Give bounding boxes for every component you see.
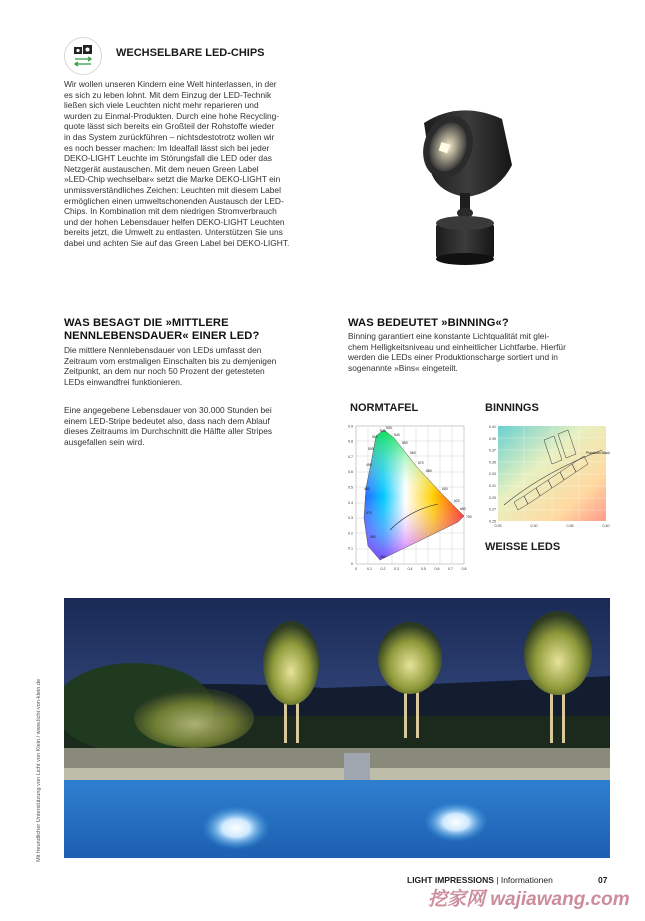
watermark: 挖家网 wajiawang.com	[428, 889, 630, 910]
cie-x-tick: 0.1	[367, 567, 372, 571]
cie-y-tick: 0	[351, 562, 353, 566]
cie-wavelength-label: 500	[368, 447, 374, 451]
normtafel-title: NORMTAFEL	[350, 402, 419, 414]
lifetime-paragraph-2: Eine angegebene Lebensdauer von 30.000 Stunden bei einem LED-Stripe bedeutet also, dass nach dem Ablauf dieses Zeitraums im Durchschnitt die Hälfte aller Stripes ausgefallen sein wird.	[64, 405, 273, 447]
cie-y-tick: 0.9	[348, 424, 353, 429]
binnings-y-tick: 0.27	[489, 507, 496, 512]
binnings-y-tick: 0.25	[489, 519, 496, 524]
binnings-title: BINNINGS	[485, 402, 539, 414]
cie-wavelength-label: 480	[364, 487, 370, 491]
cie-y-tick: 0.5	[348, 485, 353, 490]
cie-y-tick: 0.7	[348, 454, 353, 459]
cie-wavelength-label: 580	[426, 469, 432, 473]
cie-wavelength-label: 620	[454, 499, 460, 503]
cie-x-tick: 0.6	[434, 567, 440, 571]
binnings-y-tick: 0.29	[489, 495, 496, 500]
binnings-y-tick: 0.35	[489, 460, 496, 465]
binning-paragraph: Binning garantiert eine konstante Lichtqualität mit glei- chem Helligkeitsniveau und einheitlicher Lichtfarbe. Hierfür werden die LEDs einer Produktionscharge sortiert und in sogenannte »Bins« eingeteilt.	[348, 331, 566, 373]
cie-y-ticks	[348, 424, 353, 566]
cie-wavelength-label: 570	[418, 461, 424, 465]
cie-y-tick: 0.4	[348, 500, 353, 505]
cie-diagram	[346, 418, 476, 573]
cie-wavelength-label: 530	[386, 426, 392, 430]
page-number: 07	[598, 875, 608, 885]
spotlight-product-image	[410, 95, 520, 270]
binnings-y-tick: 0.39	[489, 436, 496, 441]
cie-x-tick: 0.8	[461, 567, 467, 571]
weisse-leds-title: WEISSE LEDS	[485, 541, 561, 553]
binnings-x-ticks	[495, 524, 610, 528]
cie-y-tick: 0.2	[348, 531, 353, 536]
binnings-x-tick: 0.25	[494, 524, 502, 528]
intro-paragraph: Wir wollen unseren Kindern eine Welt hinterlassen, in der es sich zu leben lohnt. Mit dem Einzug der LED-Technik ließen sich viele Leuchten nicht mehr reparieren und wurden zu Einmal-Produkten. Durch eine hohe Recycling- quote lässt sich bereits ein Großteil der Rohstoffe wieder in das System zurückführen – nichtsdestotrotz wollen wir es noch besser machen: Im Idealfall lässt sich bei jeder DEKO-LIGHT Leuchte im Störungsfall die LED oder das Netzgerät austauschen. Mit dem neuen Green Label »LED-Chip wechselbar« setzt die Marke DEKO-LIGHT ein unmissverständliches Zeichen: Leuchten mit diesem Label ermöglichen einen umweltschonenden Austausch der LED- Chips. In Kombination mit dem niedrigen Stromverbrauch und der hohen Lebensdauer helfen DEKO-LIGHT Leuchten bereits jetzt, die Umwelt zu entlasten. Unterstützen Sie uns dabei und achten Sie auf das Green Label bei DEKO-LIGHT.	[64, 79, 290, 248]
photo-credit: Mit freundlicher Unterstützung von Licht von Klein / www.licht-von-klein.de	[36, 678, 42, 862]
cie-wavelength-label: 600	[442, 487, 448, 491]
cie-wavelength-label: 490	[366, 463, 372, 467]
cie-y-tick: 0.3	[348, 516, 353, 521]
binnings-y-tick: 0.41	[489, 425, 496, 429]
binning-heading: WAS BEDEUTET »BINNING«?	[348, 317, 509, 329]
cie-x-tick: 0	[355, 567, 357, 571]
cie-wavelength-label: 520	[380, 429, 386, 433]
binnings-y-tick: 0.33	[489, 472, 496, 477]
cie-y-tick: 0.1	[348, 546, 353, 551]
footer-section: Informationen	[500, 875, 553, 885]
cie-x-tick: 0.4	[407, 567, 413, 571]
cie-wavelength-label: 700	[466, 515, 472, 519]
cie-x-tick: 0.2	[380, 567, 386, 571]
lifetime-heading: WAS BESAGT DIE »MITTLERE NENNLEBENSDAUER« EINER LED?	[64, 317, 260, 342]
binnings-y-tick: 0.31	[489, 484, 496, 488]
cie-wavelength-label: 510	[372, 435, 378, 439]
cie-wavelength-label: 380	[380, 555, 386, 559]
binnings-x-tick: 0.40	[602, 524, 610, 528]
cie-x-tick: 0.7	[448, 567, 453, 571]
footer-separator: |	[493, 875, 501, 885]
led-chip-swap-icon	[64, 37, 102, 75]
cie-x-ticks	[355, 567, 467, 571]
cie-x-tick: 0.3	[394, 567, 399, 571]
planckian-label: Planckian Black	[586, 451, 610, 455]
cie-y-tick: 0.6	[348, 470, 353, 475]
cie-wavelength-label: 540	[394, 433, 400, 437]
cie-wavelength-label: 560	[410, 451, 416, 455]
lifetime-paragraph-1: Die mittlere Nennlebensdauer von LEDs umfasst den Zeitraum vom erstmaligen Einschalten bis zu demjenigen Zeitpunkt, an dem nur noch 50 Prozent der getesteten LEDs einwandfrei funktionieren.	[64, 345, 277, 387]
cie-y-tick: 0.8	[348, 439, 353, 444]
footer-brand: LIGHT IMPRESSIONS	[407, 875, 494, 885]
cie-wavelength-label: 550	[402, 441, 408, 445]
binnings-y-ticks	[489, 425, 496, 523]
cie-x-tick: 0.5	[421, 567, 426, 571]
binnings-chart	[484, 420, 612, 530]
cie-wavelength-label: 460	[370, 535, 376, 539]
garden-pool-photo	[64, 598, 610, 858]
binnings-x-tick: 0.30	[530, 524, 538, 528]
cie-wavelength-label: 470	[366, 511, 372, 515]
binnings-y-tick: 0.37	[489, 448, 496, 453]
section-heading: WECHSELBARE LED-CHIPS	[116, 47, 265, 59]
binnings-x-tick: 0.35	[566, 524, 574, 528]
cie-wavelength-label: 650	[460, 507, 466, 511]
